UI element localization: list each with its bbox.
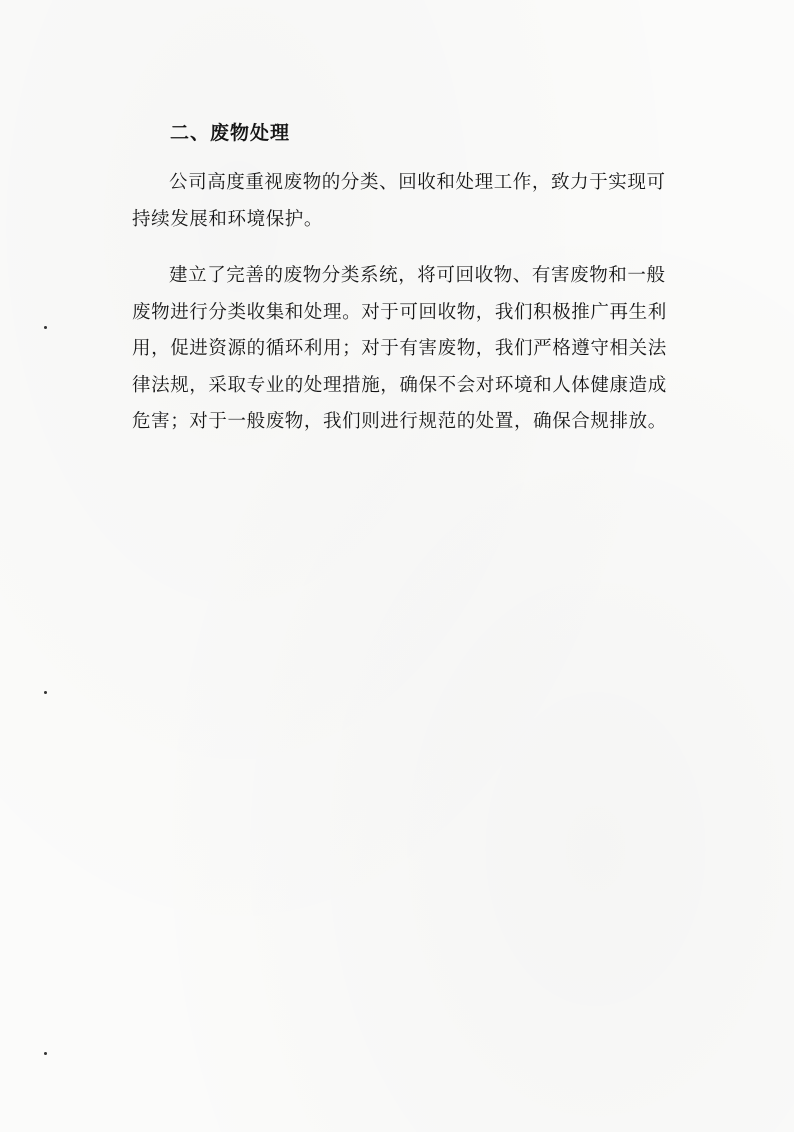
scan-speck — [44, 1052, 47, 1055]
paragraph-classification: 建立了完善的废物分类系统，将可回收物、有害废物和一般废物进行分类收集和处理。对于可回收物，我们积极推广再生利用，促进资源的循环利用；对于有害废物，我们严格遵守相关法律法规，采取专业的处理措施，确保不会对环境和人体健康造成危害；对于一般废物，我们则进行规范的处置，确保合规排放。 — [132, 265, 667, 432]
paragraph-intro: 公司高度重视废物的分类、回收和处理工作，致力于实现可持续发展和环境保护。 — [132, 172, 666, 230]
section-heading: 二、废物处理 — [170, 122, 291, 144]
scan-speck — [44, 691, 47, 694]
scan-speck — [44, 326, 47, 329]
